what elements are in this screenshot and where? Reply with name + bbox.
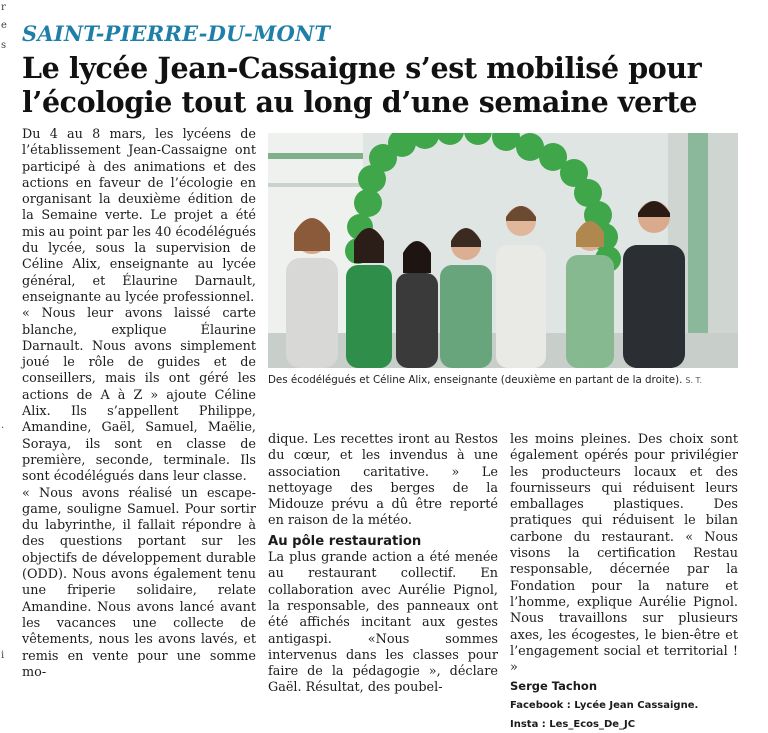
paragraph: « Nous avons réalisé un escape-game, souligne Samuel. Pour sortir du labyrinthe, il fallait répondre à des questions portant sur les objectifs de développement durable (ODD). Nous avons également tenu une friperie solidaire, relate Amandine. Nous avons lancé avant les vacances une collecte de vêtements, nous les avons lavés, et remis en vente pour une somme mo-	[22, 485, 256, 680]
paragraph: dique. Les recettes iront au Restos du cœur, et les invendus à une association caritative. » Le nettoyage des berges de la Midouze prévu a dû être reporté en raison de la météo.	[268, 432, 498, 529]
photo-caption	[268, 374, 738, 386]
article-column-2	[268, 432, 498, 697]
margin-letter: r	[1, 2, 6, 13]
paragraph: les moins pleines. Des choix sont également opérés pour privilégier les producteurs locaux et des fournisseurs qui réduisent leurs emballages plastiques. Des pratiques qui réduisent le bilan carbone du restaurant. « Nous visons la certification Restau responsable, décernée par la Fondation pour la nature et l’homme, explique Aurélie Pignol. Nous travaillons sur plusieurs axes, les écogestes, le bien-être et l’engagement social et territorial ! »	[510, 432, 738, 676]
article-photo	[268, 133, 738, 368]
article-headline	[22, 51, 722, 119]
margin-letter: e	[1, 20, 7, 31]
paragraph: Du 4 au 8 mars, les lycéens de l’établissement Jean-Cassaigne ont participé à des animations et des actions en faveur de l’écologie en organisant la deuxième édition de la Semaine verte. Le projet a été mis au point par les 40 écodélégués du lycée, sous la supervision de Céline Alix, enseignante au lycée général, et Élaurine Darnault, enseignante au lycée professionnel.	[22, 127, 256, 305]
headline-line-1: Le lycée Jean-Cassaigne s’est mobilisé pour	[22, 51, 702, 85]
facebook-reference: Facebook : Lycée Jean Cassaigne.	[510, 699, 699, 711]
group-photo-illustration	[268, 133, 738, 368]
instagram-reference: Insta : Les_Ecos_De_JC	[510, 719, 636, 731]
location-kicker: SAINT-PIERRE-DU-MONT	[22, 21, 331, 46]
article-column-3	[510, 432, 738, 733]
article-column-1	[22, 127, 256, 681]
section-subheading: Au pôle restauration	[268, 533, 422, 549]
headline-line-2: l’écologie tout au long d’une semaine verte	[22, 85, 697, 119]
caption-text: Des écodélégués et Céline Alix, enseignante (deuxième en partant de la droite).	[268, 374, 683, 386]
photo-credit: S. T.	[685, 376, 703, 385]
margin-letter: i	[1, 650, 5, 661]
margin-letter: s	[1, 40, 7, 51]
paragraph: La plus grande action a été menée au restaurant collectif. En collaboration avec Aurélie Pignol, la responsable, des panneaux ont été affichés incitant aux gestes antigaspi. «Nous sommes intervenus dans les classes pour faire de la pédagogie », déclare Gaël. Résultat, des poubel-	[268, 550, 498, 696]
author-byline: Serge Tachon	[510, 679, 598, 694]
margin-letter: .	[1, 420, 5, 431]
paragraph: « Nous leur avons laissé carte blanche, explique Élaurine Darnault. Nous avons simplement joué le rôle de guides et de conseillers, mais ils ont géré les actions de A à Z » ajoute Céline Alix. Ils s’appellent Philippe, Amandine, Gaël, Samuel, Maëlie, Soraya, ils sont en classe de première, seconde, terminale. Ils sont écodélégués dans leur classe.	[22, 306, 256, 485]
